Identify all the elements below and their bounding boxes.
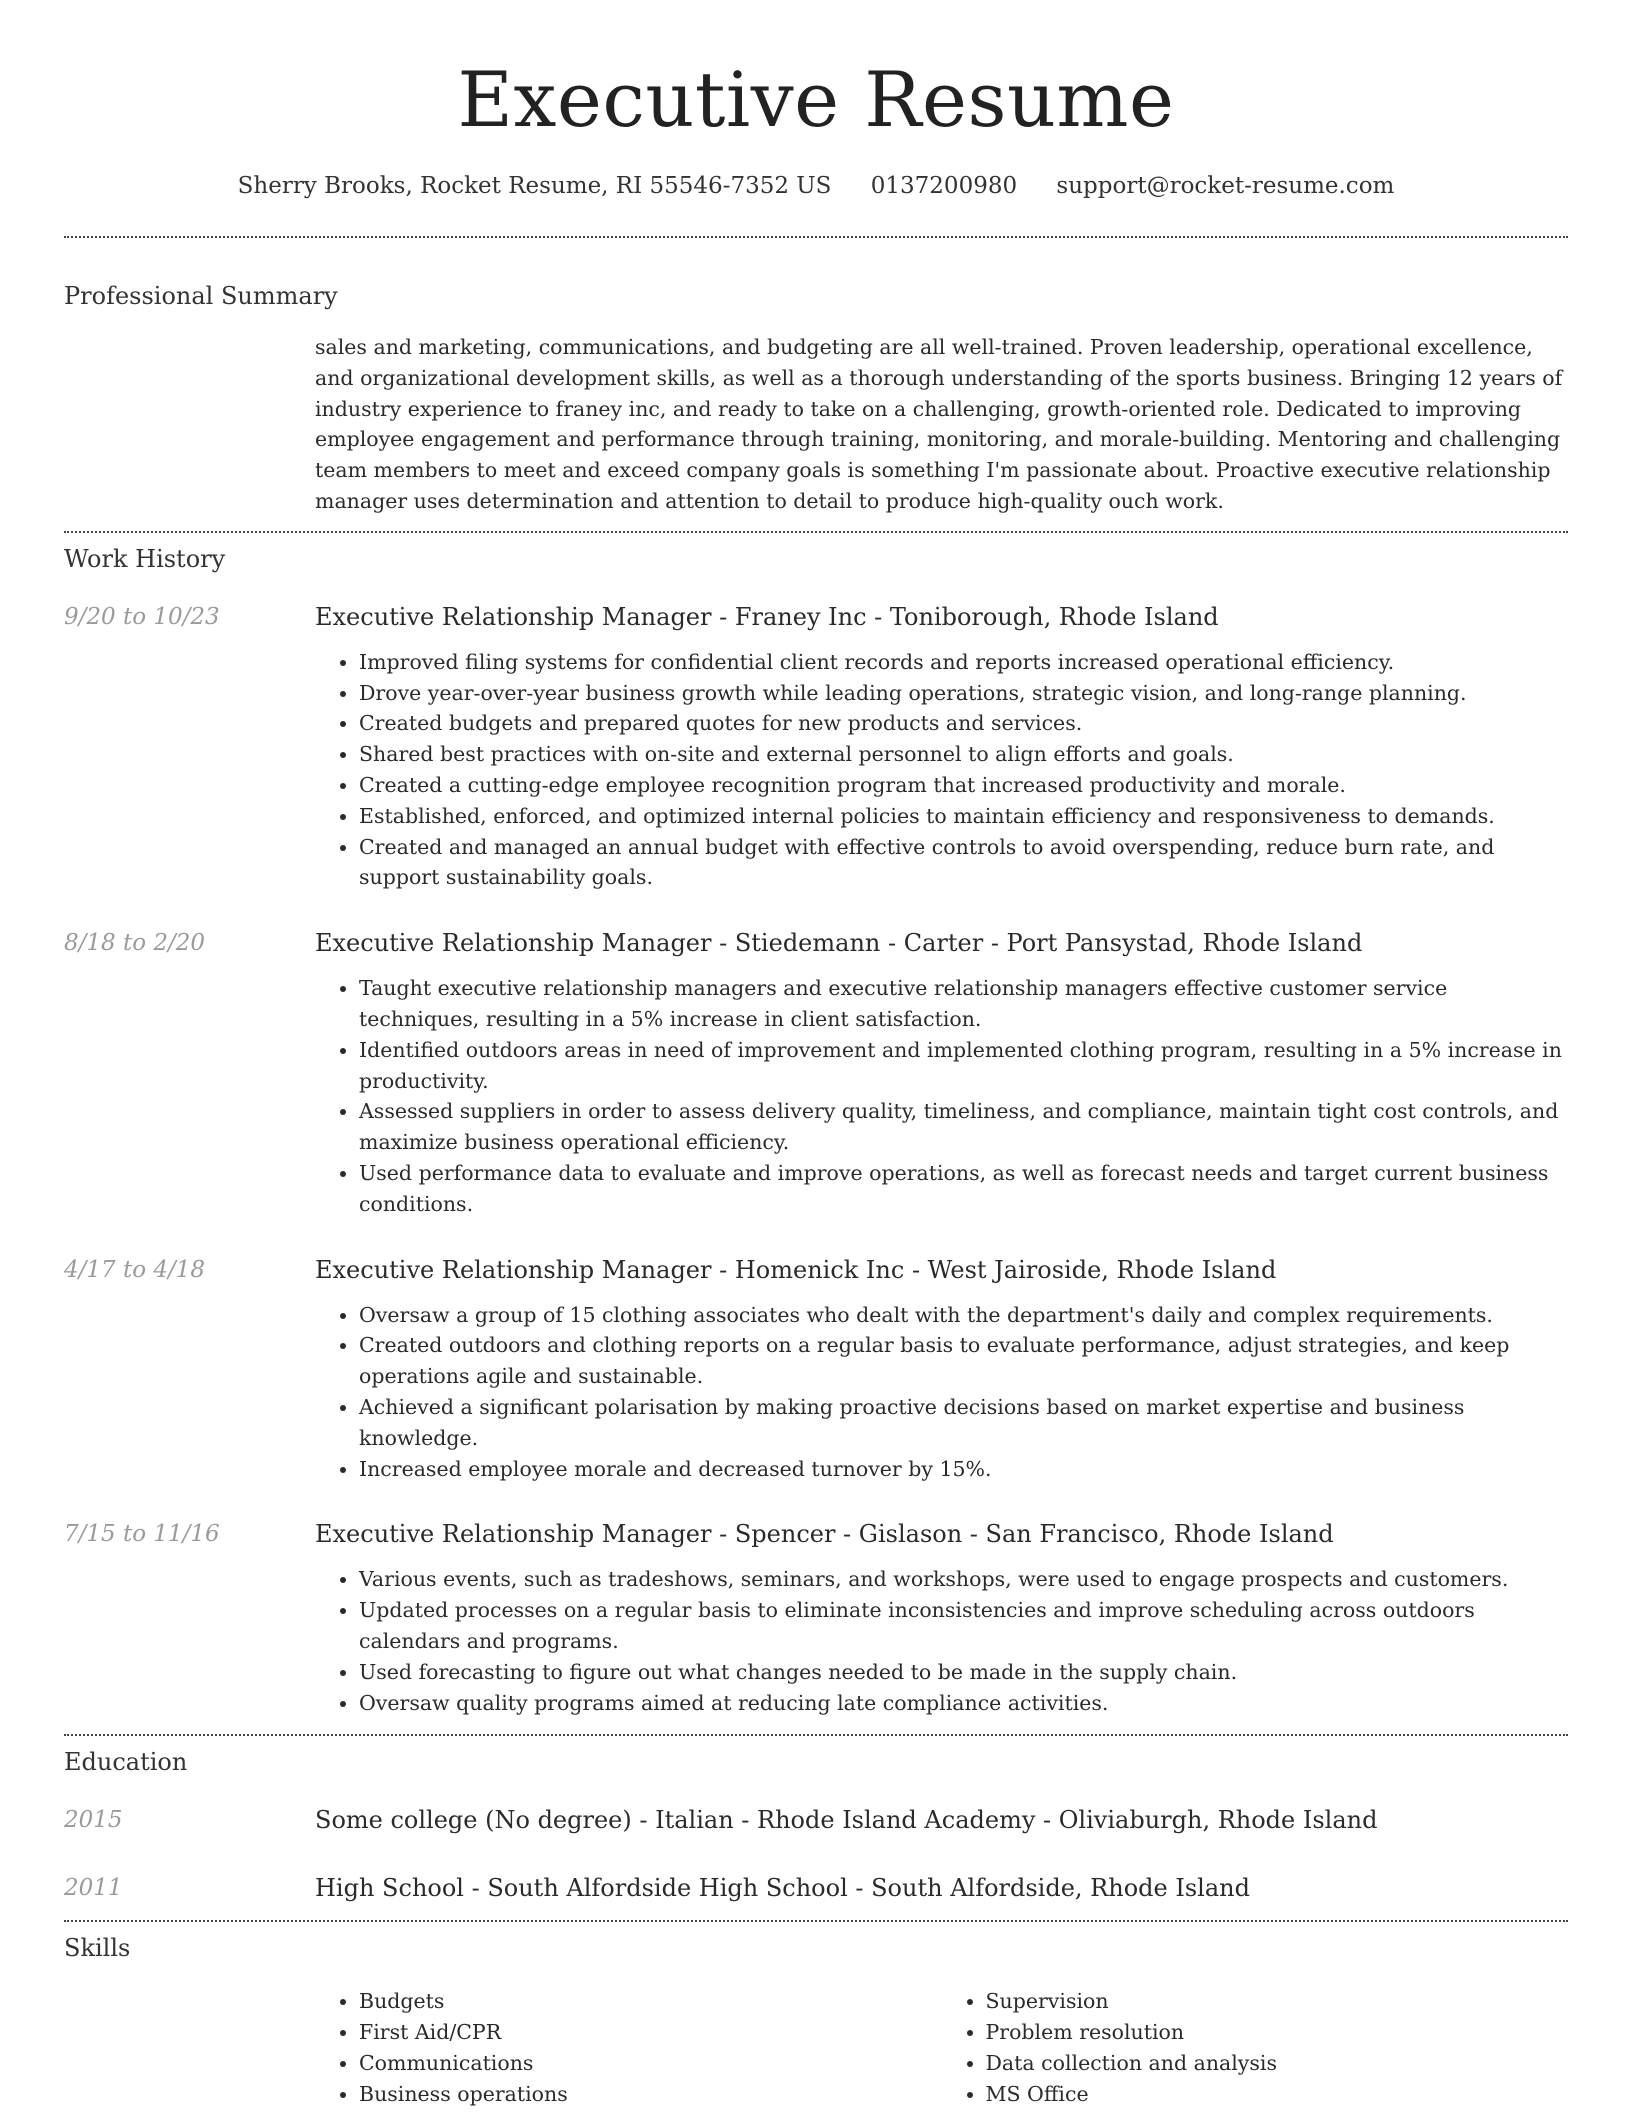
list-item: • Created budgets and prepared quotes for new products and services. <box>359 708 1568 739</box>
skills-grid <box>315 1986 1568 2109</box>
list-item: • Problem resolution <box>986 2017 1569 2048</box>
resume-title: Executive Resume <box>457 55 1175 144</box>
job-bullets <box>315 1564 1568 1718</box>
skills-heading: Skills <box>64 1934 131 1963</box>
list-item: • Assessed suppliers in order to assess delivery quality, timeliness, and compliance, maintain tight cost controls, and maximize business operational efficiency. <box>359 1096 1568 1158</box>
job-date: 8/18 to 2/20 <box>64 930 206 957</box>
list-item: • Taught executive relationship managers and executive relationship managers effective customer service techniques, resulting in a 5% increase in client satisfaction. <box>359 973 1568 1035</box>
list-item: • Communications <box>359 2048 942 2079</box>
list-item: • Achieved a significant polarisation by making proactive decisions based on market expertise and business knowledge. <box>359 1392 1568 1454</box>
skills-list-left <box>315 1986 942 2109</box>
job-bullets <box>315 647 1568 893</box>
job-bullets <box>315 973 1568 1219</box>
list-item: • Created outdoors and clothing reports on a regular basis to evaluate performance, adjust strategies, and keep operations agile and sustainable. <box>359 1330 1568 1392</box>
list-item: • Budgets <box>359 1986 942 2017</box>
list-item: • Created a cutting-edge employee recognition program that increased productivity and morale. <box>359 770 1568 801</box>
summary-section <box>0 238 1632 517</box>
resume-header <box>0 0 1632 202</box>
education-section <box>0 1736 1632 1904</box>
skills-section <box>0 1922 1632 2109</box>
list-item: • Supervision <box>986 1986 1569 2017</box>
summary-heading: Professional Summary <box>64 282 338 310</box>
education-date: 2011 <box>64 1875 123 1902</box>
contact-address: Sherry Brooks, Rocket Resume, RI 55546-7352 US <box>237 173 832 199</box>
list-item: • Used performance data to evaluate and improve operations, as well as forecast needs and target current business conditions. <box>359 1158 1568 1220</box>
job-bullets <box>315 1300 1568 1485</box>
list-item: • Updated processes on a regular basis to eliminate inconsistencies and improve scheduling across outdoors calendars and programs. <box>359 1595 1568 1657</box>
job-entry <box>64 1518 1568 1718</box>
list-item: • Oversaw quality programs aimed at reducing late compliance activities. <box>359 1688 1568 1719</box>
list-item: • Shared best practices with on-site and external personnel to align efforts and goals. <box>359 739 1568 770</box>
education-entry <box>64 1872 1568 1904</box>
job-title: Executive Relationship Manager - Homenick Inc - West Jairoside, Rhode Island <box>315 1255 1277 1284</box>
job-date: 7/15 to 11/16 <box>64 1521 220 1548</box>
list-item: • First Aid/CPR <box>359 2017 942 2048</box>
education-date: 2015 <box>64 1807 123 1834</box>
education-heading: Education <box>64 1748 188 1777</box>
education-title: High School - South Alfordside High School - South Alfordside, Rhode Island <box>315 1874 1250 1903</box>
list-item: • Identified outdoors areas in need of improvement and implemented clothing program, resulting in a 5% increase in productivity. <box>359 1035 1568 1097</box>
list-item: • Increased employee morale and decreased turnover by 15%. <box>359 1454 1568 1485</box>
summary-text: sales and marketing, communications, and budgeting are all well-trained. Proven leadership, operational excellence, and organizational development skills, as well as a thorough understanding of the sports business. Bringing 12 years of industry experience to franey inc, and ready to take on a challenging, growth-oriented role. Dedicated to improving employee engagement and performance through training, monitoring, and morale-building. Mentoring and challenging team members to meet and exceed company goals is something I'm passionate about. Proactive executive relationship manager uses determination and attention to detail to produce high-quality ouch work. <box>315 335 1563 513</box>
contact-email: support@rocket-resume.com <box>1056 173 1395 199</box>
contact-phone: 0137200980 <box>870 173 1018 199</box>
job-title: Executive Relationship Manager - Franey Inc - Toniborough, Rhode Island <box>315 602 1219 631</box>
list-item: • Oversaw a group of 15 clothing associates who dealt with the department's daily and complex requirements. <box>359 1300 1568 1331</box>
job-entry <box>64 1254 1568 1485</box>
job-date: 9/20 to 10/23 <box>64 603 220 630</box>
list-item: • MS Office <box>986 2079 1569 2110</box>
list-item: • Various events, such as tradeshows, seminars, and workshops, were used to engage prospects and customers. <box>359 1564 1568 1595</box>
job-entry <box>64 601 1568 893</box>
skills-list-right <box>942 1986 1569 2109</box>
list-item: • Business operations <box>359 2079 942 2110</box>
job-entry <box>64 927 1568 1219</box>
list-item: • Used forecasting to figure out what changes needed to be made in the supply chain. <box>359 1657 1568 1688</box>
job-title: Executive Relationship Manager - Stiedemann - Carter - Port Pansystad, Rhode Island <box>315 929 1363 958</box>
contact-line <box>0 170 1632 202</box>
list-item: • Improved filing systems for confidential client records and reports increased operational efficiency. <box>359 647 1568 678</box>
job-date: 4/17 to 4/18 <box>64 1256 206 1283</box>
education-entry <box>64 1804 1568 1836</box>
list-item: • Created and managed an annual budget with effective controls to avoid overspending, reduce burn rate, and support sustainability goals. <box>359 832 1568 894</box>
list-item: • Established, enforced, and optimized internal policies to maintain efficiency and responsiveness to demands. <box>359 801 1568 832</box>
list-item: • Data collection and analysis <box>986 2048 1569 2079</box>
work-heading: Work History <box>64 544 226 573</box>
list-item: • Drove year-over-year business growth while leading operations, strategic vision, and long-range planning. <box>359 678 1568 709</box>
work-section <box>0 533 1632 1719</box>
education-title: Some college (No degree) - Italian - Rhode Island Academy - Oliviaburgh, Rhode Island <box>315 1806 1378 1835</box>
job-title: Executive Relationship Manager - Spencer - Gislason - San Francisco, Rhode Island <box>315 1520 1334 1549</box>
